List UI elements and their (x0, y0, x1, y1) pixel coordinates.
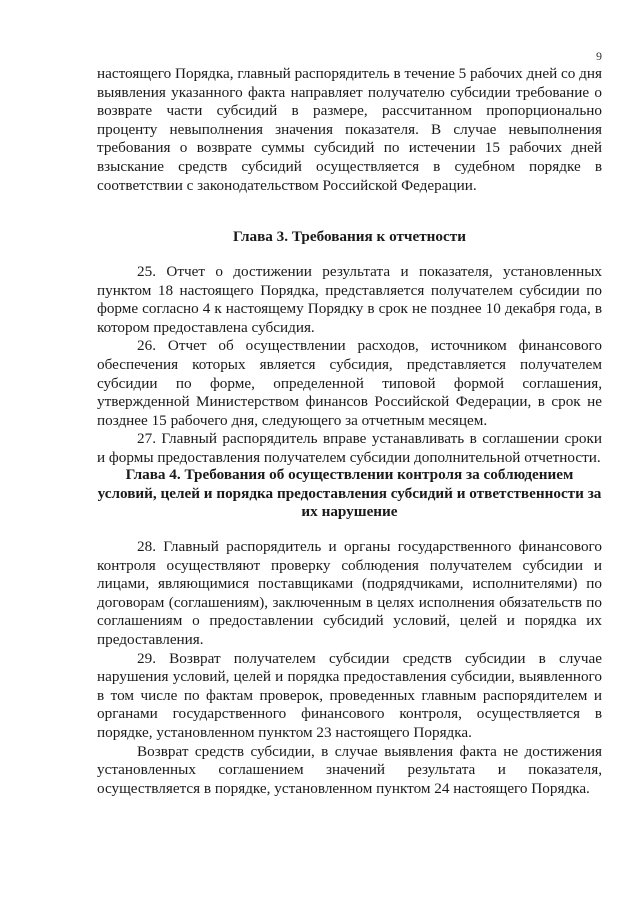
intro-block (97, 65, 602, 195)
chapter-4-body (97, 538, 602, 798)
paragraph-25: 25. Отчет о достижении результата и показателя, установленных пунктом 18 настоящего Порядка, представляется получателем субсидии по форме согласно 4 к настоящему Порядку в срок не позднее 10 декабря года, в котором предоставлена субсидия. (97, 263, 602, 336)
chapter-4-title: Глава 4. Требования об осуществлении контроля за соблюдением условий, целей и порядка предоставления субсидий и ответственности за их нарушение (97, 466, 602, 521)
intro-paragraph: настоящего Порядка, главный распорядитель в течение 5 рабочих дней со дня выявления указанного факта направляет получателю субсидии требование о возврате части субсидий в размере, рассчитанном пропорционально проценту невыполнения значения показателя. В случае невыполнения требования о возврате суммы субсидий по истечении 15 рабочих дней взыскание средств субсидий осуществляется в судебном порядке в соответствии с законодательством Российской Федерации. (97, 65, 602, 194)
paragraph-26: 26. Отчет об осуществлении расходов, источником финансового обеспечения которых является субсидия, представляется получателем субсидии по форме, определенной типовой формой соглашения, утвержденной Министерством финансов Российской Федерации, в срок не позднее 15 рабочего дня, следующего за отчетным месяцем. (97, 337, 602, 429)
paragraph-29-continuation: Возврат средств субсидии, в случае выявления факта не достижения установленных соглашением значений результата и показателя, осуществляется в порядке, установленном пунктом 24 настоящего Порядка. (97, 742, 602, 797)
page-number: 9 (596, 49, 602, 63)
paragraph-29: 29. Возврат получателем субсидии средств субсидии в случае нарушения условий, целей и порядка предоставления субсидии, выявленного в том числе по фактам проверок, проведенных главным распорядителем и органами государственного финансового контроля, осуществляется в порядке, установленном пунктом 23 настоящего Порядка. (97, 649, 602, 741)
chapter-3-body (97, 263, 602, 468)
chapter-3-title: Глава 3. Требования к отчетности (233, 228, 466, 245)
paragraph-27: 27. Главный распорядитель вправе устанавливать в соглашении сроки и формы предоставления получателем субсидии дополнительной отчетности. (97, 430, 602, 466)
paragraph-28: 28. Главный распорядитель и органы государственного финансового контроля осуществляют проверку соблюдения получателем субсидии и лицами, являющимися поставщиками (подрядчиками, исполнителями) по договорам (соглашениям), заключенным в целях исполнения обязательств по соглашениям о предоставлении субсидий условий, целей и порядка их предоставления. (97, 538, 602, 648)
